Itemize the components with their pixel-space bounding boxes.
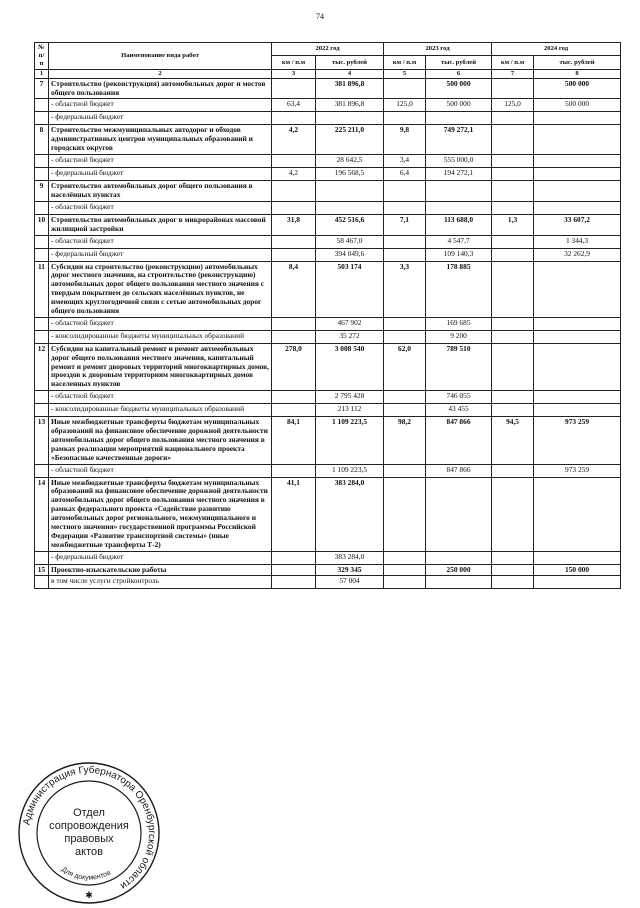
row-number <box>35 404 49 417</box>
rub-2022-cell: 381 896,8 <box>316 99 384 112</box>
km-2022-cell <box>272 201 316 214</box>
km-2022-cell: 31,8 <box>272 214 316 235</box>
km-2022-cell <box>272 235 316 248</box>
rub-2023-cell <box>426 181 492 202</box>
rub-2022-cell: 383 284,0 <box>316 477 384 551</box>
km-2024-cell <box>492 168 534 181</box>
work-name: - федеральный бюджет <box>49 248 272 261</box>
rub-2023-cell: 847 866 <box>426 417 492 464</box>
work-name: в том числе услуги стройконтроль <box>49 576 272 589</box>
km-2024-cell <box>492 155 534 168</box>
rub-2023-cell: 555 000,0 <box>426 155 492 168</box>
rub-2023-cell: 500 000 <box>426 99 492 112</box>
row-number <box>35 99 49 112</box>
table-subrow <box>35 235 621 248</box>
header-km: км / п.м <box>492 56 534 69</box>
table-row <box>35 214 621 235</box>
work-name: Иные межбюджетные трансферты бюджетам муниципальных образований на финансовое обеспечение дорожной деятельности автомобильных дорог общего пользования местного значения в рамках федерального проекта «Содействие развитию автомобильных дорог регионального, межмуниципального и местного значения» государственной программы Российской Федерации «Развитие транспортной системы» (иные межбюджетные трансферты Т-2) <box>49 477 272 551</box>
km-2023-cell <box>384 576 426 589</box>
column-number: 4 <box>316 69 384 78</box>
header-km: км / п.м <box>384 56 426 69</box>
row-number: 11 <box>35 261 49 317</box>
table-subrow <box>35 317 621 330</box>
rub-2022-cell: 503 174 <box>316 261 384 317</box>
rub-2022-cell: 58 467,0 <box>316 235 384 248</box>
rub-2022-cell: 196 568,5 <box>316 168 384 181</box>
work-name: Иные межбюджетные трансферты бюджетам муниципальных образований на финансовое обеспечение дорожной деятельности автомобильных дорог общего пользования местного значения в рамках реализации мероприятий национального проекта «Безопасные качественные дороги» <box>49 417 272 464</box>
km-2024-cell <box>492 343 534 390</box>
rub-2022-cell: 28 642,5 <box>316 155 384 168</box>
km-2024-cell: 125,0 <box>492 99 534 112</box>
km-2022-cell <box>272 464 316 477</box>
km-2023-cell: 3,3 <box>384 261 426 317</box>
km-2023-cell <box>384 464 426 477</box>
km-2023-cell <box>384 235 426 248</box>
km-2022-cell: 4,2 <box>272 168 316 181</box>
rub-2023-cell: 178 885 <box>426 261 492 317</box>
km-2024-cell: 94,5 <box>492 417 534 464</box>
km-2022-cell <box>272 391 316 404</box>
table-row <box>35 417 621 464</box>
rub-2024-cell <box>534 155 621 168</box>
work-name: - областной бюджет <box>49 155 272 168</box>
rub-2023-cell: 9 200 <box>426 330 492 343</box>
km-2024-cell <box>492 112 534 125</box>
km-2023-cell <box>384 201 426 214</box>
km-2024-cell <box>492 564 534 576</box>
km-2022-cell: 8,4 <box>272 261 316 317</box>
work-name: Субсидии на строительство (реконструкцию) автомобильных дорог местного значения, на строительство (реконструкцию) автомобильных дорог общего пользования местного значения с твердым покрытием до сельских населённых пунктов, не имеющих круглогодичной связи с сетью автомобильных дорог общего пользования <box>49 261 272 317</box>
rub-2023-cell <box>426 551 492 564</box>
rub-2023-cell: 4 547,7 <box>426 235 492 248</box>
table-subrow <box>35 112 621 125</box>
header-rub: тыс. рублей <box>534 56 621 69</box>
rub-2024-cell <box>534 261 621 317</box>
km-2023-cell <box>384 477 426 551</box>
rub-2022-cell: 213 112 <box>316 404 384 417</box>
table-subrow <box>35 155 621 168</box>
work-name: - областной бюджет <box>49 317 272 330</box>
rub-2024-cell <box>534 576 621 589</box>
row-number: 9 <box>35 181 49 202</box>
table-row <box>35 564 621 576</box>
stamp-star-icon: ✱ <box>85 890 93 900</box>
table-subrow <box>35 464 621 477</box>
work-name: - федеральный бюджет <box>49 112 272 125</box>
table-subrow <box>35 168 621 181</box>
km-2024-cell <box>492 576 534 589</box>
rub-2023-cell <box>426 477 492 551</box>
row-number <box>35 464 49 477</box>
work-name: - областной бюджет <box>49 99 272 112</box>
work-name: Строительство автомобильных дорог в микрорайонах массовой жилищной застройки <box>49 214 272 235</box>
row-number: 14 <box>35 477 49 551</box>
column-numbers-row <box>35 69 621 78</box>
rub-2022-cell: 383 284,0 <box>316 551 384 564</box>
rub-2023-cell <box>426 576 492 589</box>
header-year-2024: 2024 год <box>492 43 621 56</box>
km-2024-cell <box>492 248 534 261</box>
rub-2022-cell: 35 272 <box>316 330 384 343</box>
rub-2024-cell <box>534 201 621 214</box>
column-number: 7 <box>492 69 534 78</box>
rub-2022-cell <box>316 112 384 125</box>
rub-2022-cell: 225 211,0 <box>316 125 384 155</box>
rub-2024-cell <box>534 391 621 404</box>
rub-2022-cell: 381 896,8 <box>316 78 384 99</box>
km-2022-cell <box>272 181 316 202</box>
rub-2024-cell <box>534 317 621 330</box>
table-subrow <box>35 99 621 112</box>
work-name: Строительство автомобильных дорог общего пользования в населённых пунктах <box>49 181 272 202</box>
rub-2022-cell <box>316 201 384 214</box>
row-number <box>35 235 49 248</box>
km-2023-cell <box>384 391 426 404</box>
row-number: 12 <box>35 343 49 390</box>
km-2022-cell: 84,1 <box>272 417 316 464</box>
table-subrow <box>35 551 621 564</box>
km-2023-cell <box>384 551 426 564</box>
table-subrow <box>35 330 621 343</box>
rub-2024-cell <box>534 168 621 181</box>
km-2022-cell <box>272 551 316 564</box>
rub-2024-cell <box>534 551 621 564</box>
stamp-bottom-text: Для документов <box>60 866 112 882</box>
rub-2023-cell: 789 510 <box>426 343 492 390</box>
km-2024-cell <box>492 330 534 343</box>
work-name: - федеральный бюджет <box>49 551 272 564</box>
km-2024-cell <box>492 201 534 214</box>
work-name: - консолидированные бюджеты муниципальных образований <box>49 330 272 343</box>
stamp-line: правовых <box>64 833 114 845</box>
column-number: 5 <box>384 69 426 78</box>
column-number: 1 <box>35 69 49 78</box>
rub-2022-cell: 467 902 <box>316 317 384 330</box>
row-number <box>35 155 49 168</box>
stamp-line: актов <box>75 846 103 858</box>
rub-2023-cell: 194 272,1 <box>426 168 492 181</box>
row-number: 8 <box>35 125 49 155</box>
rub-2024-cell: 500 000 <box>534 99 621 112</box>
work-name: - областной бюджет <box>49 201 272 214</box>
rub-2023-cell: 113 688,0 <box>426 214 492 235</box>
km-2023-cell <box>384 248 426 261</box>
km-2022-cell: 63,4 <box>272 99 316 112</box>
km-2022-cell <box>272 248 316 261</box>
column-number: 3 <box>272 69 316 78</box>
rub-2024-cell <box>534 125 621 155</box>
rub-2023-cell: 746 055 <box>426 391 492 404</box>
table-row <box>35 477 621 551</box>
work-name: - федеральный бюджет <box>49 168 272 181</box>
km-2024-cell <box>492 477 534 551</box>
row-number <box>35 330 49 343</box>
km-2023-cell <box>384 564 426 576</box>
rub-2024-cell <box>534 477 621 551</box>
km-2023-cell <box>384 330 426 343</box>
work-name: Строительство (реконструкция) автомобильных дорог и мостов общего пользования <box>49 78 272 99</box>
km-2023-cell: 3,4 <box>384 155 426 168</box>
table-row <box>35 125 621 155</box>
rub-2024-cell: 1 344,3 <box>534 235 621 248</box>
km-2024-cell <box>492 391 534 404</box>
table-subrow <box>35 391 621 404</box>
rub-2022-cell: 57 004 <box>316 576 384 589</box>
work-name: - областной бюджет <box>49 391 272 404</box>
page-number: 74 <box>316 12 324 21</box>
rub-2023-cell: 250 000 <box>426 564 492 576</box>
table-subrow <box>35 576 621 589</box>
km-2024-cell <box>492 125 534 155</box>
stamp-seal <box>14 758 164 908</box>
rub-2024-cell <box>534 112 621 125</box>
work-name: Проектно-изыскательские работы <box>49 564 272 576</box>
table-row <box>35 261 621 317</box>
rub-2024-cell: 973 259 <box>534 464 621 477</box>
table-row <box>35 343 621 390</box>
km-2024-cell <box>492 404 534 417</box>
rub-2024-cell: 32 262,9 <box>534 248 621 261</box>
table-subrow <box>35 404 621 417</box>
works-table <box>34 42 621 589</box>
rub-2022-cell: 394 049,6 <box>316 248 384 261</box>
km-2022-cell <box>272 330 316 343</box>
km-2022-cell <box>272 78 316 99</box>
row-number <box>35 112 49 125</box>
rub-2023-cell: 169 685 <box>426 317 492 330</box>
column-number: 8 <box>534 69 621 78</box>
row-number: 10 <box>35 214 49 235</box>
work-name: Строительство межмуниципальных автодорог и обходов административных центров муниципальных образований и городских округов <box>49 125 272 155</box>
header-index: № п/п <box>35 43 49 70</box>
km-2022-cell <box>272 564 316 576</box>
row-number <box>35 391 49 404</box>
rub-2024-cell: 973 259 <box>534 417 621 464</box>
header-year-2023: 2023 год <box>384 43 492 56</box>
row-number <box>35 201 49 214</box>
rub-2023-cell <box>426 201 492 214</box>
km-2023-cell: 62,0 <box>384 343 426 390</box>
work-name: - областной бюджет <box>49 464 272 477</box>
km-2023-cell <box>384 181 426 202</box>
row-number <box>35 576 49 589</box>
km-2023-cell: 9,8 <box>384 125 426 155</box>
km-2022-cell <box>272 404 316 417</box>
table-subrow <box>35 248 621 261</box>
km-2022-cell: 4,2 <box>272 125 316 155</box>
km-2024-cell <box>492 181 534 202</box>
table-row <box>35 78 621 99</box>
km-2022-cell <box>272 317 316 330</box>
rub-2022-cell: 3 008 540 <box>316 343 384 390</box>
rub-2024-cell <box>534 181 621 202</box>
row-number: 13 <box>35 417 49 464</box>
km-2024-cell <box>492 78 534 99</box>
rub-2022-cell: 1 109 223,5 <box>316 417 384 464</box>
header-km: км / п.м <box>272 56 316 69</box>
km-2024-cell <box>492 261 534 317</box>
km-2022-cell: 278,0 <box>272 343 316 390</box>
km-2023-cell <box>384 112 426 125</box>
rub-2024-cell <box>534 343 621 390</box>
km-2024-cell <box>492 235 534 248</box>
km-2023-cell: 125,0 <box>384 99 426 112</box>
km-2024-cell <box>492 317 534 330</box>
column-number: 6 <box>426 69 492 78</box>
km-2022-cell <box>272 576 316 589</box>
work-name: - консолидированные бюджеты муниципальных образований <box>49 404 272 417</box>
km-2023-cell: 98,2 <box>384 417 426 464</box>
stamp-line: Отдел <box>73 807 105 819</box>
km-2022-cell: 41,1 <box>272 477 316 551</box>
rub-2024-cell: 33 607,2 <box>534 214 621 235</box>
table-row <box>35 181 621 202</box>
column-number: 2 <box>49 69 272 78</box>
rub-2023-cell: 43 455 <box>426 404 492 417</box>
rub-2022-cell: 452 516,6 <box>316 214 384 235</box>
km-2022-cell <box>272 112 316 125</box>
header-year-2022: 2022 год <box>272 43 384 56</box>
rub-2024-cell <box>534 330 621 343</box>
row-number <box>35 248 49 261</box>
rub-2024-cell <box>534 404 621 417</box>
header-rub: тыс. рублей <box>426 56 492 69</box>
rub-2024-cell: 150 000 <box>534 564 621 576</box>
header-rub: тыс. рублей <box>316 56 384 69</box>
header-name: Наименование вида работ <box>49 43 272 70</box>
rub-2024-cell: 500 000 <box>534 78 621 99</box>
rub-2023-cell: 109 140,3 <box>426 248 492 261</box>
km-2022-cell <box>272 155 316 168</box>
rub-2022-cell: 2 795 428 <box>316 391 384 404</box>
work-name: Субсидии на капитальный ремонт и ремонт автомобильных дорог общего пользования местного значения, капитальный ремонт и ремонт дворовых территорий многоквартирных домов, проездов к дворовым территориям многоквартирных домов населенных пунктов <box>49 343 272 390</box>
rub-2022-cell <box>316 181 384 202</box>
rub-2023-cell <box>426 112 492 125</box>
km-2023-cell <box>384 404 426 417</box>
rub-2023-cell: 749 272,1 <box>426 125 492 155</box>
rub-2022-cell: 329 345 <box>316 564 384 576</box>
km-2024-cell <box>492 551 534 564</box>
km-2023-cell <box>384 78 426 99</box>
row-number: 15 <box>35 564 49 576</box>
row-number: 7 <box>35 78 49 99</box>
km-2024-cell <box>492 464 534 477</box>
rub-2023-cell: 500 000 <box>426 78 492 99</box>
row-number <box>35 551 49 564</box>
km-2023-cell <box>384 317 426 330</box>
work-name: - областной бюджет <box>49 235 272 248</box>
table-body <box>35 78 621 589</box>
stamp-line: сопровождения <box>49 820 129 832</box>
table-subrow <box>35 201 621 214</box>
km-2024-cell: 1,3 <box>492 214 534 235</box>
km-2023-cell: 7,1 <box>384 214 426 235</box>
stamp-ring-text: Администрация Губернатора Оренбургской области <box>21 764 158 892</box>
row-number <box>35 168 49 181</box>
km-2023-cell: 6,4 <box>384 168 426 181</box>
rub-2022-cell: 1 109 223,5 <box>316 464 384 477</box>
rub-2023-cell: 847 866 <box>426 464 492 477</box>
row-number <box>35 317 49 330</box>
